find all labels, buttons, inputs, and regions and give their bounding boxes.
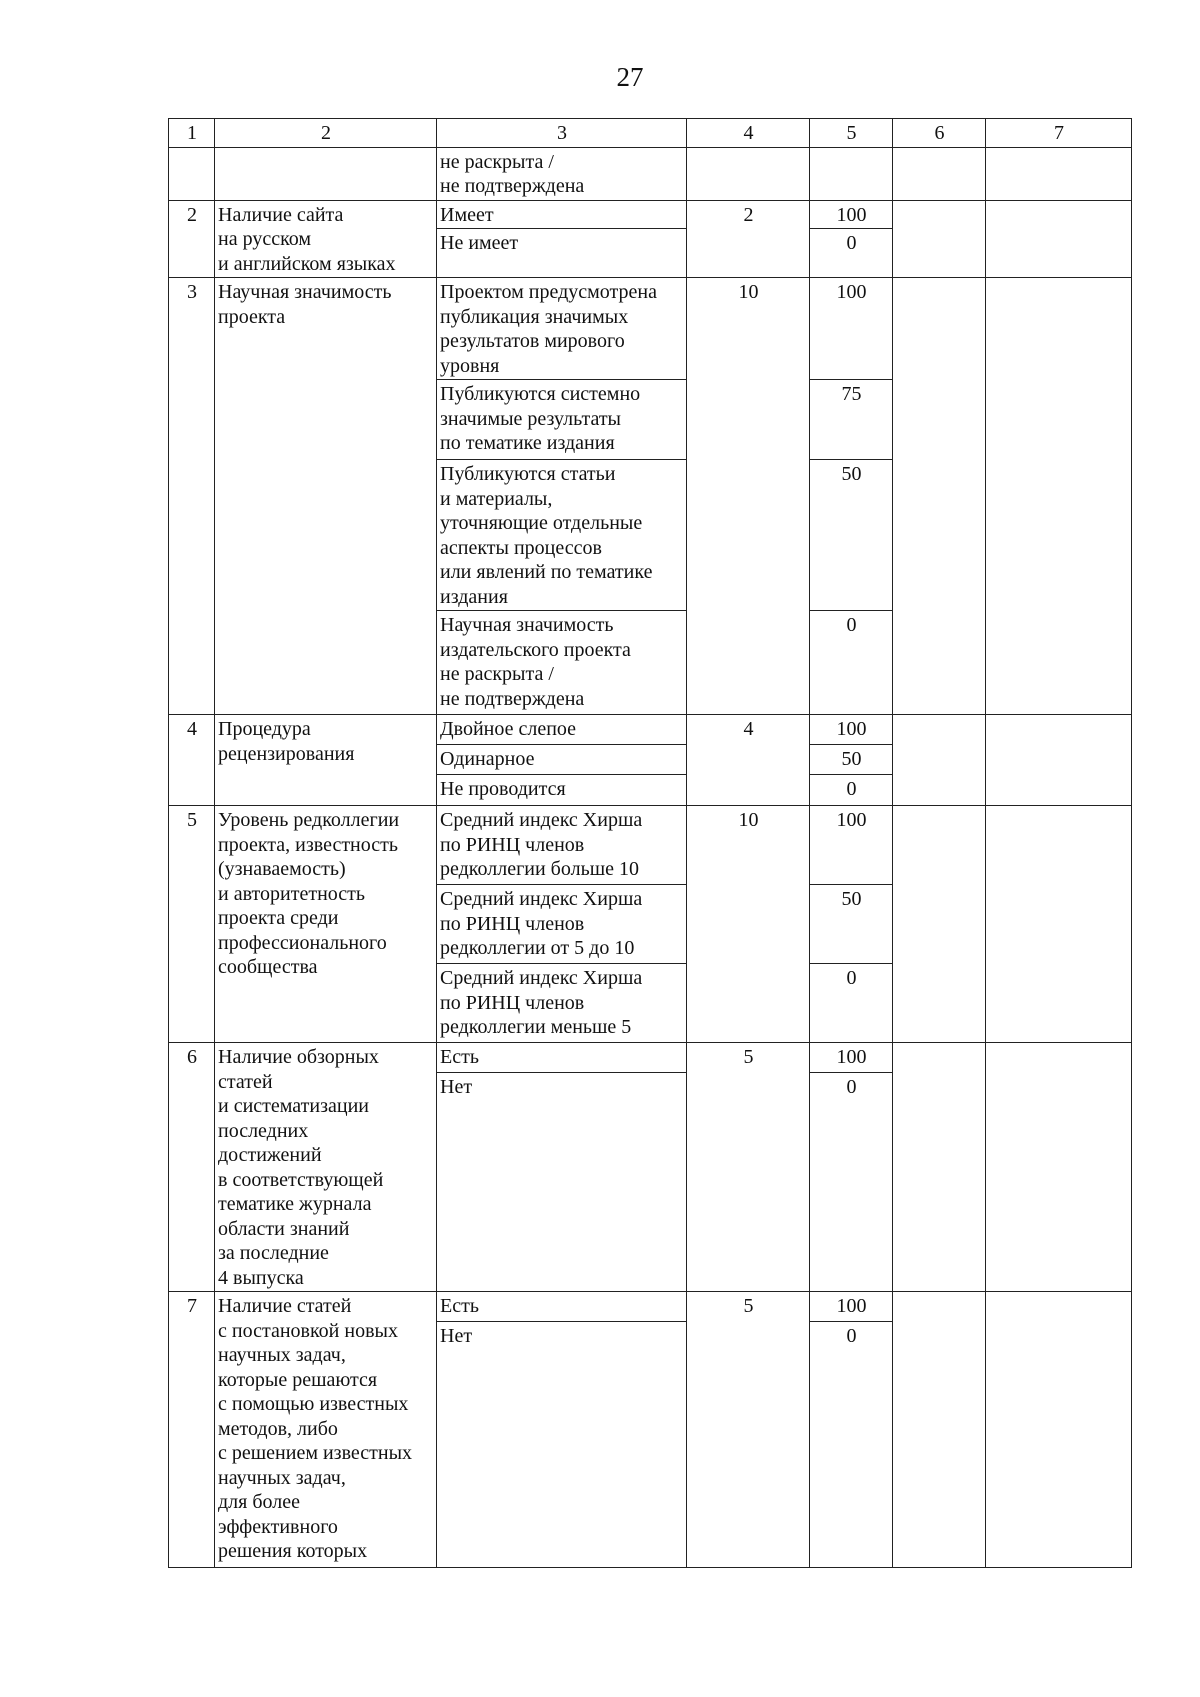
criterion-row — [169, 200, 1132, 229]
criterion-row — [169, 278, 1132, 380]
column-number-1: 1 — [169, 119, 215, 148]
row-number-cell: 3 — [169, 278, 215, 715]
weight-cell — [687, 147, 810, 200]
criterion-option-text: Одинарное — [437, 745, 687, 775]
score-cell: 0 — [810, 1322, 893, 1568]
criterion-row — [169, 806, 1132, 885]
continuation-row — [169, 147, 1132, 200]
criterion-option-text: Публикуются статьи и материалы, уточняющие отдельные аспекты процессов или явлений по тематике издания — [437, 460, 687, 611]
column-number-2: 2 — [215, 119, 437, 148]
weight-cell: 4 — [687, 715, 810, 806]
criterion-option-text: Нет — [437, 1073, 687, 1292]
column-6-cell — [893, 715, 986, 806]
score-cell: 0 — [810, 775, 893, 806]
weight-cell: 2 — [687, 200, 810, 278]
score-cell: 50 — [810, 745, 893, 775]
criterion-option-text: Проектом предусмотрена публикация значимых результатов мирового уровня — [437, 278, 687, 380]
column-6-cell — [893, 1043, 986, 1292]
column-7-cell — [986, 200, 1132, 278]
column-7-cell — [986, 806, 1132, 1043]
score-cell: 0 — [810, 611, 893, 715]
criterion-title-cell: Наличие сайта на русском и английском языках — [215, 200, 437, 278]
criterion-option-text: не раскрыта / не подтверждена — [437, 147, 687, 200]
row-number-cell: 7 — [169, 1292, 215, 1568]
criterion-row — [169, 1043, 1132, 1073]
criterion-title-cell: Процедура рецензирования — [215, 715, 437, 806]
row-number-cell: 2 — [169, 200, 215, 278]
score-cell: 75 — [810, 380, 893, 460]
column-number-7: 7 — [986, 119, 1132, 148]
weight-cell: 5 — [687, 1043, 810, 1292]
weight-cell: 10 — [687, 278, 810, 715]
criterion-title-cell — [215, 147, 437, 200]
column-7-cell — [986, 278, 1132, 715]
column-7-cell — [986, 715, 1132, 806]
score-cell: 50 — [810, 460, 893, 611]
row-number-cell: 6 — [169, 1043, 215, 1292]
criterion-row — [169, 1292, 1132, 1322]
criterion-option-text: Двойное слепое — [437, 715, 687, 745]
score-cell: 0 — [810, 229, 893, 278]
column-number-3: 3 — [437, 119, 687, 148]
column-6-cell — [893, 147, 986, 200]
column-number-6: 6 — [893, 119, 986, 148]
row-number-cell: 5 — [169, 806, 215, 1043]
criterion-option-text: Научная значимость издательского проекта не раскрыта / не подтверждена — [437, 611, 687, 715]
criterion-title-cell: Наличие обзорных статей и систематизации последних достижений в соответствующей тематике журнала области знаний за последние 4 выпуска — [215, 1043, 437, 1292]
row-number-cell — [169, 147, 215, 200]
score-cell: 100 — [810, 1043, 893, 1073]
page-number: 27 — [616, 62, 644, 92]
column-6-cell — [893, 806, 986, 1043]
score-cell: 100 — [810, 715, 893, 745]
criterion-option-text: Средний индекс Хирша по РИНЦ членов редколлегии больше 10 — [437, 806, 687, 885]
score-cell: 0 — [810, 1073, 893, 1292]
criterion-title-cell: Научная значимость проекта — [215, 278, 437, 715]
score-cell: 100 — [810, 1292, 893, 1322]
criterion-option-text: Средний индекс Хирша по РИНЦ членов редколлегии меньше 5 — [437, 964, 687, 1043]
score-cell: 100 — [810, 200, 893, 229]
column-7-cell — [986, 147, 1132, 200]
column-number-row — [169, 119, 1132, 148]
score-cell: 100 — [810, 806, 893, 885]
criterion-option-text: Есть — [437, 1043, 687, 1073]
score-cell — [810, 147, 893, 200]
criterion-option-text: Не имеет — [437, 229, 687, 278]
criteria-table — [168, 118, 1132, 1568]
criterion-row — [169, 715, 1132, 745]
column-6-cell — [893, 278, 986, 715]
criterion-option-text: Имеет — [437, 200, 687, 229]
column-6-cell — [893, 200, 986, 278]
score-cell: 0 — [810, 964, 893, 1043]
column-number-4: 4 — [687, 119, 810, 148]
column-7-cell — [986, 1292, 1132, 1568]
score-cell: 100 — [810, 278, 893, 380]
weight-cell: 10 — [687, 806, 810, 1043]
criterion-title-cell: Наличие статей с постановкой новых научных задач, которые решаются с помощью известных методов, либо с решением известных научных задач, для более эффективного решения которых — [215, 1292, 437, 1568]
column-7-cell — [986, 1043, 1132, 1292]
criterion-title-cell: Уровень редколлегии проекта, известность (узнаваемость) и авторитетность проекта среди профессионального сообщества — [215, 806, 437, 1043]
score-cell: 50 — [810, 885, 893, 964]
column-number-5: 5 — [810, 119, 893, 148]
criterion-option-text: Средний индекс Хирша по РИНЦ членов редколлегии от 5 до 10 — [437, 885, 687, 964]
criterion-option-text: Есть — [437, 1292, 687, 1322]
row-number-cell: 4 — [169, 715, 215, 806]
criterion-option-text: Не проводится — [437, 775, 687, 806]
criterion-option-text: Публикуются системно значимые результаты по тематике издания — [437, 380, 687, 460]
weight-cell: 5 — [687, 1292, 810, 1568]
criterion-option-text: Нет — [437, 1322, 687, 1568]
column-6-cell — [893, 1292, 986, 1568]
